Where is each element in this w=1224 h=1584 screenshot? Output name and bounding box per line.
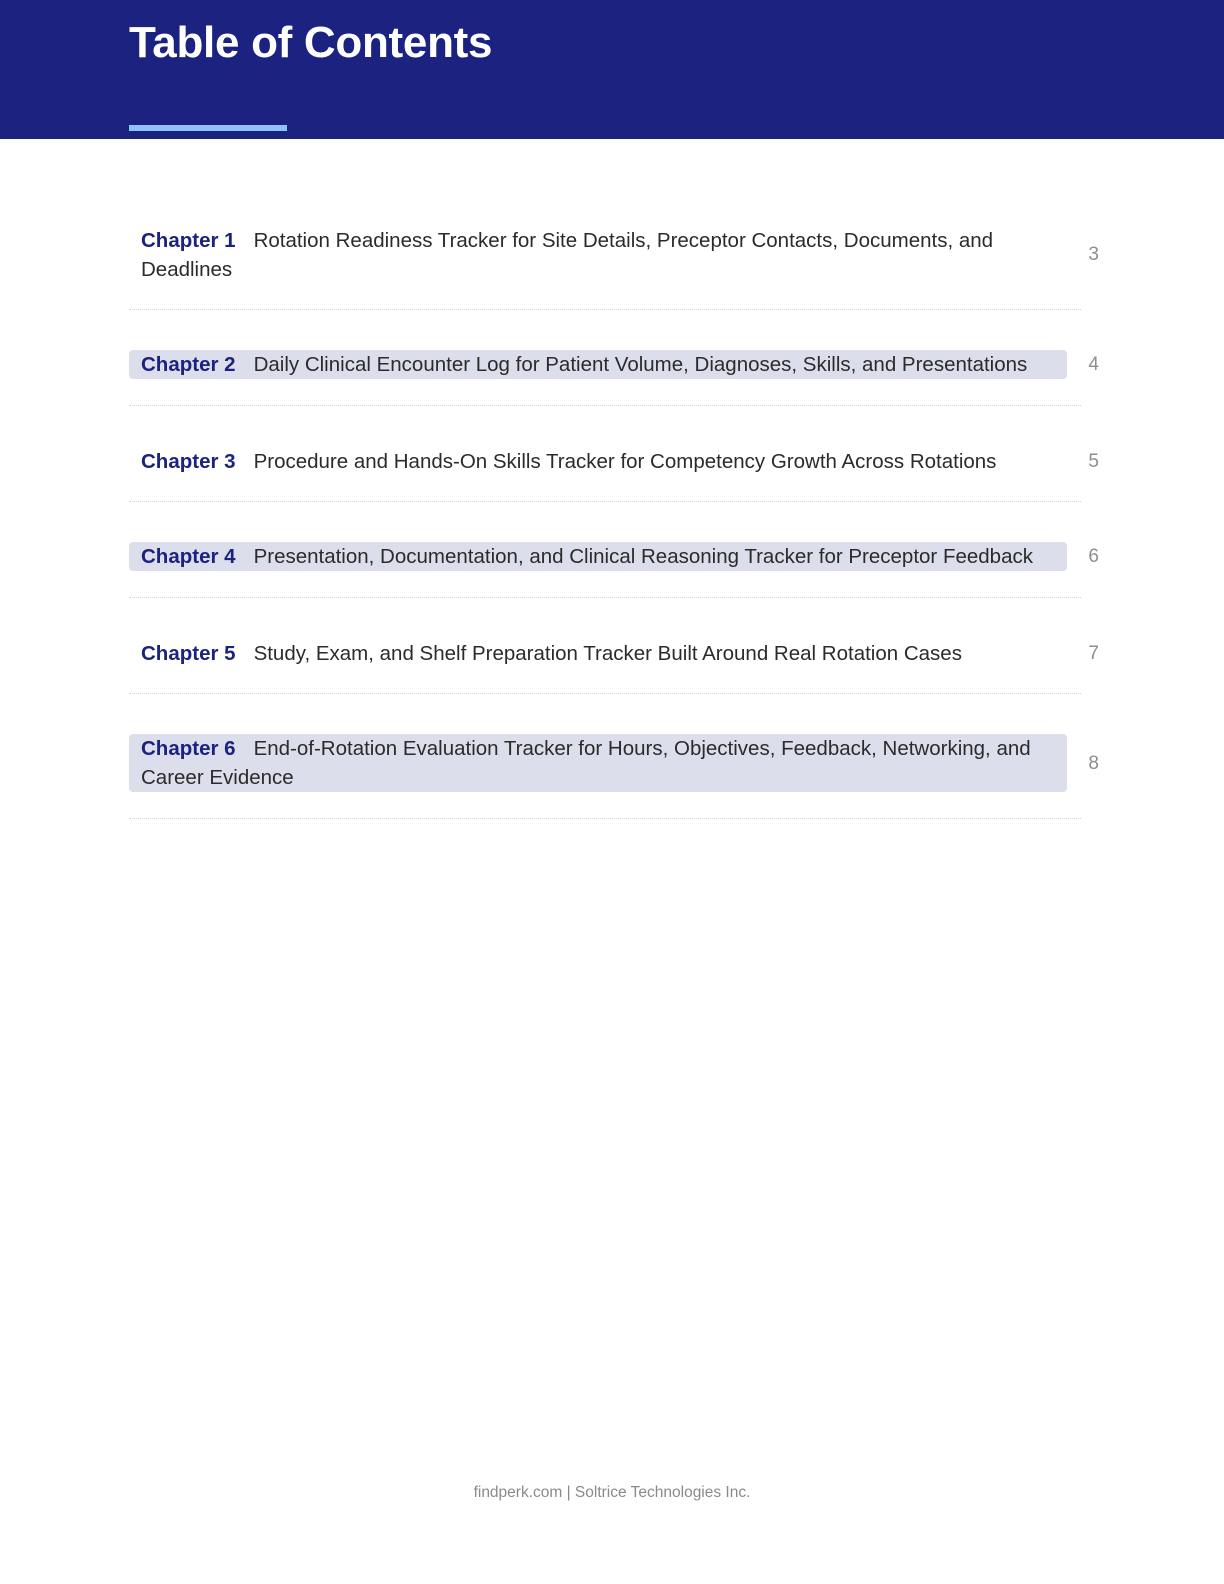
chapter-title: Procedure and Hands-On Skills Tracker for Competency Growth Across Rotations — [253, 450, 997, 473]
page-number: 8 — [1088, 753, 1099, 774]
toc-entry-text — [129, 350, 1067, 379]
toc-divider — [129, 405, 1081, 406]
toc-list — [129, 0, 1099, 1584]
page-number: 6 — [1088, 546, 1099, 567]
toc-entry-text — [129, 639, 1067, 668]
toc-entry-text — [129, 447, 1067, 476]
chapter-label: Chapter 6 — [141, 737, 236, 760]
toc-divider — [129, 501, 1081, 502]
chapter-label: Chapter 5 — [141, 642, 236, 665]
toc-divider — [129, 597, 1081, 598]
toc-entry-text — [129, 542, 1067, 571]
toc-divider — [129, 818, 1081, 819]
chapter-label: Chapter 4 — [141, 545, 236, 568]
toc-entry-text — [129, 734, 1067, 792]
chapter-label: Chapter 2 — [141, 353, 236, 376]
page-number: 4 — [1088, 354, 1099, 375]
chapter-title: Daily Clinical Encounter Log for Patient Volume, Diagnoses, Skills, and Presentations — [253, 353, 1028, 376]
toc-divider — [129, 693, 1081, 694]
footer-text: findperk.com | Soltrice Technologies Inc. — [473, 1484, 751, 1501]
chapter-label: Chapter 1 — [141, 229, 236, 252]
page-number: 3 — [1088, 244, 1099, 265]
page-number: 5 — [1088, 451, 1099, 472]
chapter-title: Study, Exam, and Shelf Preparation Tracker Built Around Real Rotation Cases — [253, 642, 962, 665]
toc-divider — [129, 309, 1081, 310]
toc-entry-text — [129, 226, 1067, 284]
page-title: Table of Contents — [129, 18, 493, 67]
chapter-title: Rotation Readiness Tracker for Site Details, Preceptor Contacts, Documents, and Deadlines — [141, 229, 994, 281]
chapter-title: Presentation, Documentation, and Clinical Reasoning Tracker for Preceptor Feedback — [253, 545, 1033, 568]
page-number: 7 — [1088, 643, 1099, 664]
chapter-label: Chapter 3 — [141, 450, 236, 473]
chapter-title: End-of-Rotation Evaluation Tracker for Hours, Objectives, Feedback, Networking, and Career Evidence — [141, 737, 1031, 789]
